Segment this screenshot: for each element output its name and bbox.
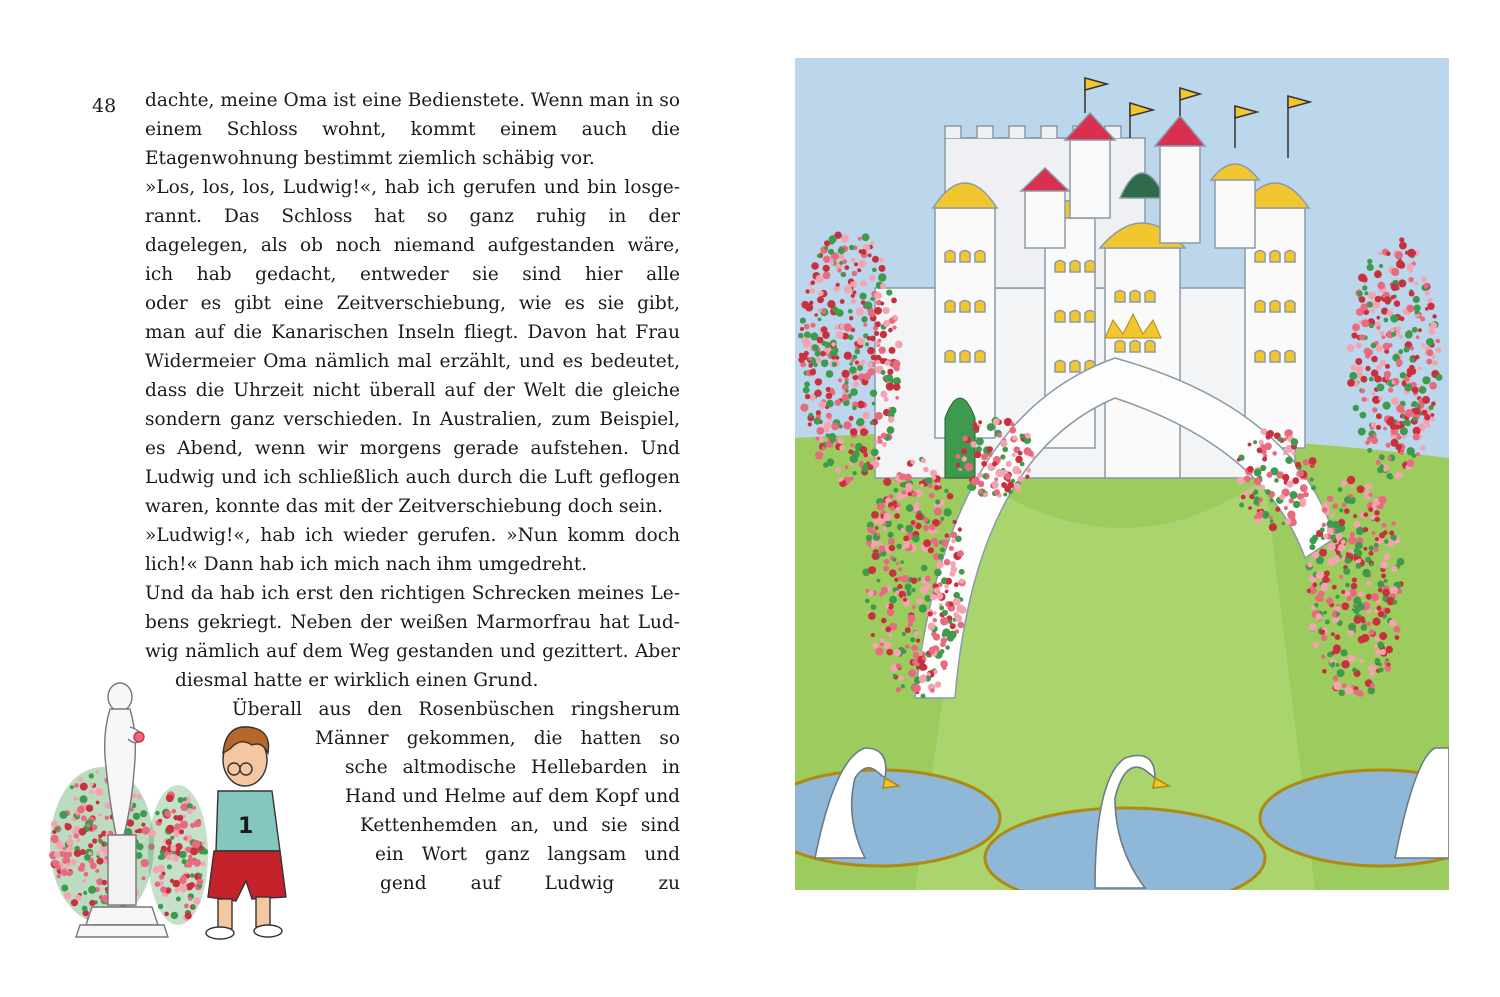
text-line: Ludwig und ich schließlich auch durch die Luft geflogen bbox=[145, 467, 680, 488]
text-line: Hand und Helme auf dem Kopf und bbox=[345, 786, 680, 807]
text-line: lich!« Dann hab ich mich nach ihm umgedreht. bbox=[145, 554, 588, 575]
text-line: »Ludwig!«, hab ich wieder gerufen. »Nun komm doch bbox=[145, 525, 680, 546]
text-line: sondern ganz verschieden. In Australien, zum Beispiel, bbox=[145, 409, 680, 430]
text-line: Widermeier Oma nämlich mal erzählt, und es bedeutet, bbox=[145, 351, 680, 372]
text-line: dagelegen, als ob noch niemand aufgestanden wäre, bbox=[145, 235, 680, 256]
boy-ludwig bbox=[206, 727, 286, 939]
shirt-number: 1 bbox=[238, 814, 254, 839]
text-line: Männer gekommen, die hatten so bbox=[315, 728, 680, 749]
text-line: waren, konnte das mit der Zeitverschiebung doch sein. bbox=[145, 496, 664, 517]
text-line: gend auf Ludwig zu bbox=[380, 873, 680, 894]
text-line: oder es gibt eine Zeitverschiebung, wie es sie gibt, bbox=[145, 293, 680, 314]
text-line: diesmal hatte er wirklich einen Grund. bbox=[175, 670, 539, 691]
tower-small-yellow bbox=[1211, 164, 1259, 248]
text-line: ich hab gedacht, entweder sie sind hier alle bbox=[145, 264, 680, 285]
text-line: man auf die Kanarischen Inseln fliegt. Davon hat Frau bbox=[145, 322, 680, 343]
text-line: dass die Uhrzeit nicht überall auf der Welt die gleiche bbox=[145, 380, 680, 401]
text-line: Und da hab ich erst den richtigen Schrecken meines Le- bbox=[145, 583, 680, 604]
text-line: »Los, los, los, Ludwig!«, hab ich gerufen und bin losge- bbox=[145, 177, 680, 198]
rose-bush-left bbox=[49, 767, 155, 923]
text-line: einem Schloss wohnt, kommt einem auch die bbox=[145, 119, 680, 140]
text-line: Überall aus den Rosenbüschen ringsherum bbox=[232, 699, 680, 720]
text-line: rannt. Das Schloss hat so ganz ruhig in der bbox=[145, 206, 680, 227]
text-line: ein Wort ganz langsam und bbox=[375, 844, 680, 865]
text-line: Kettenhemden an, und sie sind bbox=[360, 815, 680, 836]
rose-bush-right bbox=[148, 785, 208, 925]
text-line: dachte, meine Oma ist eine Bedienstete. Wenn man in so bbox=[145, 90, 680, 111]
page-number: 48 bbox=[92, 95, 117, 117]
text-line: wig nämlich auf dem Weg gestanden und gezittert. Aber bbox=[145, 641, 680, 662]
castle-garden-illustration bbox=[795, 58, 1449, 890]
text-line: es Abend, wenn wir morgens gerade aufstehen. Und bbox=[145, 438, 680, 459]
text-line: sche altmodische Hellebarden in bbox=[345, 757, 680, 778]
text-line: Etagenwohnung bestimmt ziemlich schäbig vor. bbox=[145, 148, 595, 169]
text-line: bens gekriegt. Neben der weißen Marmorfrau hat Lud- bbox=[145, 612, 680, 633]
boy-and-statue-vignette bbox=[40, 675, 360, 955]
